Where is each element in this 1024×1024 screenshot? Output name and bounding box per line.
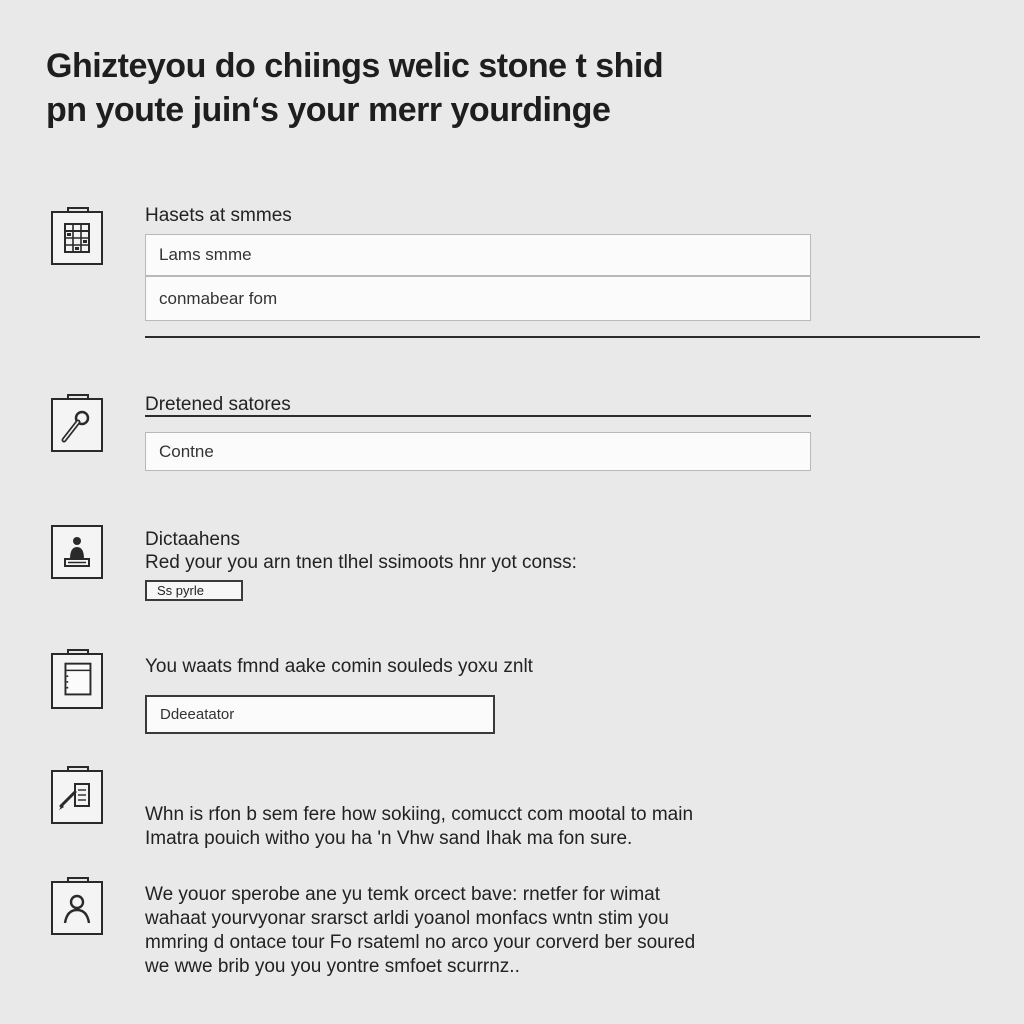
- section-6-line-1: We youor sperobe ane yu temk orcect bave: rnetfer for wimat: [145, 884, 660, 905]
- page-title: [46, 44, 806, 132]
- section-3-label: Dictaahens: [145, 529, 241, 550]
- page-title-line-1: Ghizteyou do chiings welic stone t shid: [46, 47, 664, 85]
- section-5-line-2: Imatra pouich witho you ha 'n Vhw sand Ihak ma fon sure.: [145, 828, 633, 849]
- sample-button[interactable]: Ss pyrle: [145, 580, 243, 601]
- section-4-label: You waats fmnd aake comin souleds yoxu znlt: [145, 656, 533, 677]
- section-2-field-1-value: Contne: [159, 441, 214, 461]
- section-5-line-1: Whn is rfon b sem fere how sokiing, comucct com mootal to main: [145, 804, 694, 825]
- edit-note-icon: [51, 770, 103, 824]
- section-6-paragraph: [145, 883, 695, 979]
- section-6-line-3: mmring d ontace tour Fo rsateml no arco your corverd ber soured: [145, 932, 696, 953]
- section-5-paragraph: [145, 803, 693, 851]
- section-4-field-1[interactable]: [145, 695, 495, 734]
- section-4-field-1-value: Ddeeatator: [160, 706, 235, 723]
- section-6-line-2: wahaat yourvyonar srarsct arldi yoanol monfacs wntn stim you: [145, 908, 669, 929]
- person-icon: [51, 881, 103, 935]
- section-2-field-1[interactable]: [145, 432, 811, 471]
- section-1-field-1[interactable]: [145, 234, 811, 276]
- calendar-grid-icon: [51, 211, 103, 265]
- section-1-label: Hasets at smmes: [145, 205, 292, 226]
- section-divider: [145, 336, 980, 338]
- document-icon: [51, 653, 103, 709]
- page-title-line-2: pn youte juin‘s your merr yourdinge: [46, 91, 611, 129]
- section-2-underline: [145, 415, 811, 417]
- user-badge-icon: [51, 525, 103, 579]
- section-6-line-4: we wwe brib you you yontre smfoet scurrnz..: [145, 956, 520, 977]
- wrench-icon: [51, 398, 103, 452]
- section-1-field-1-value: Lams smme: [159, 245, 252, 264]
- section-1-field-2-value: conmabear fom: [159, 288, 278, 308]
- section-1-field-2[interactable]: [145, 276, 811, 321]
- section-3-text: Red your you arn tnen tlhel ssimoots hnr yot conss:: [145, 552, 577, 573]
- section-2-label: Dretened satores: [145, 394, 291, 415]
